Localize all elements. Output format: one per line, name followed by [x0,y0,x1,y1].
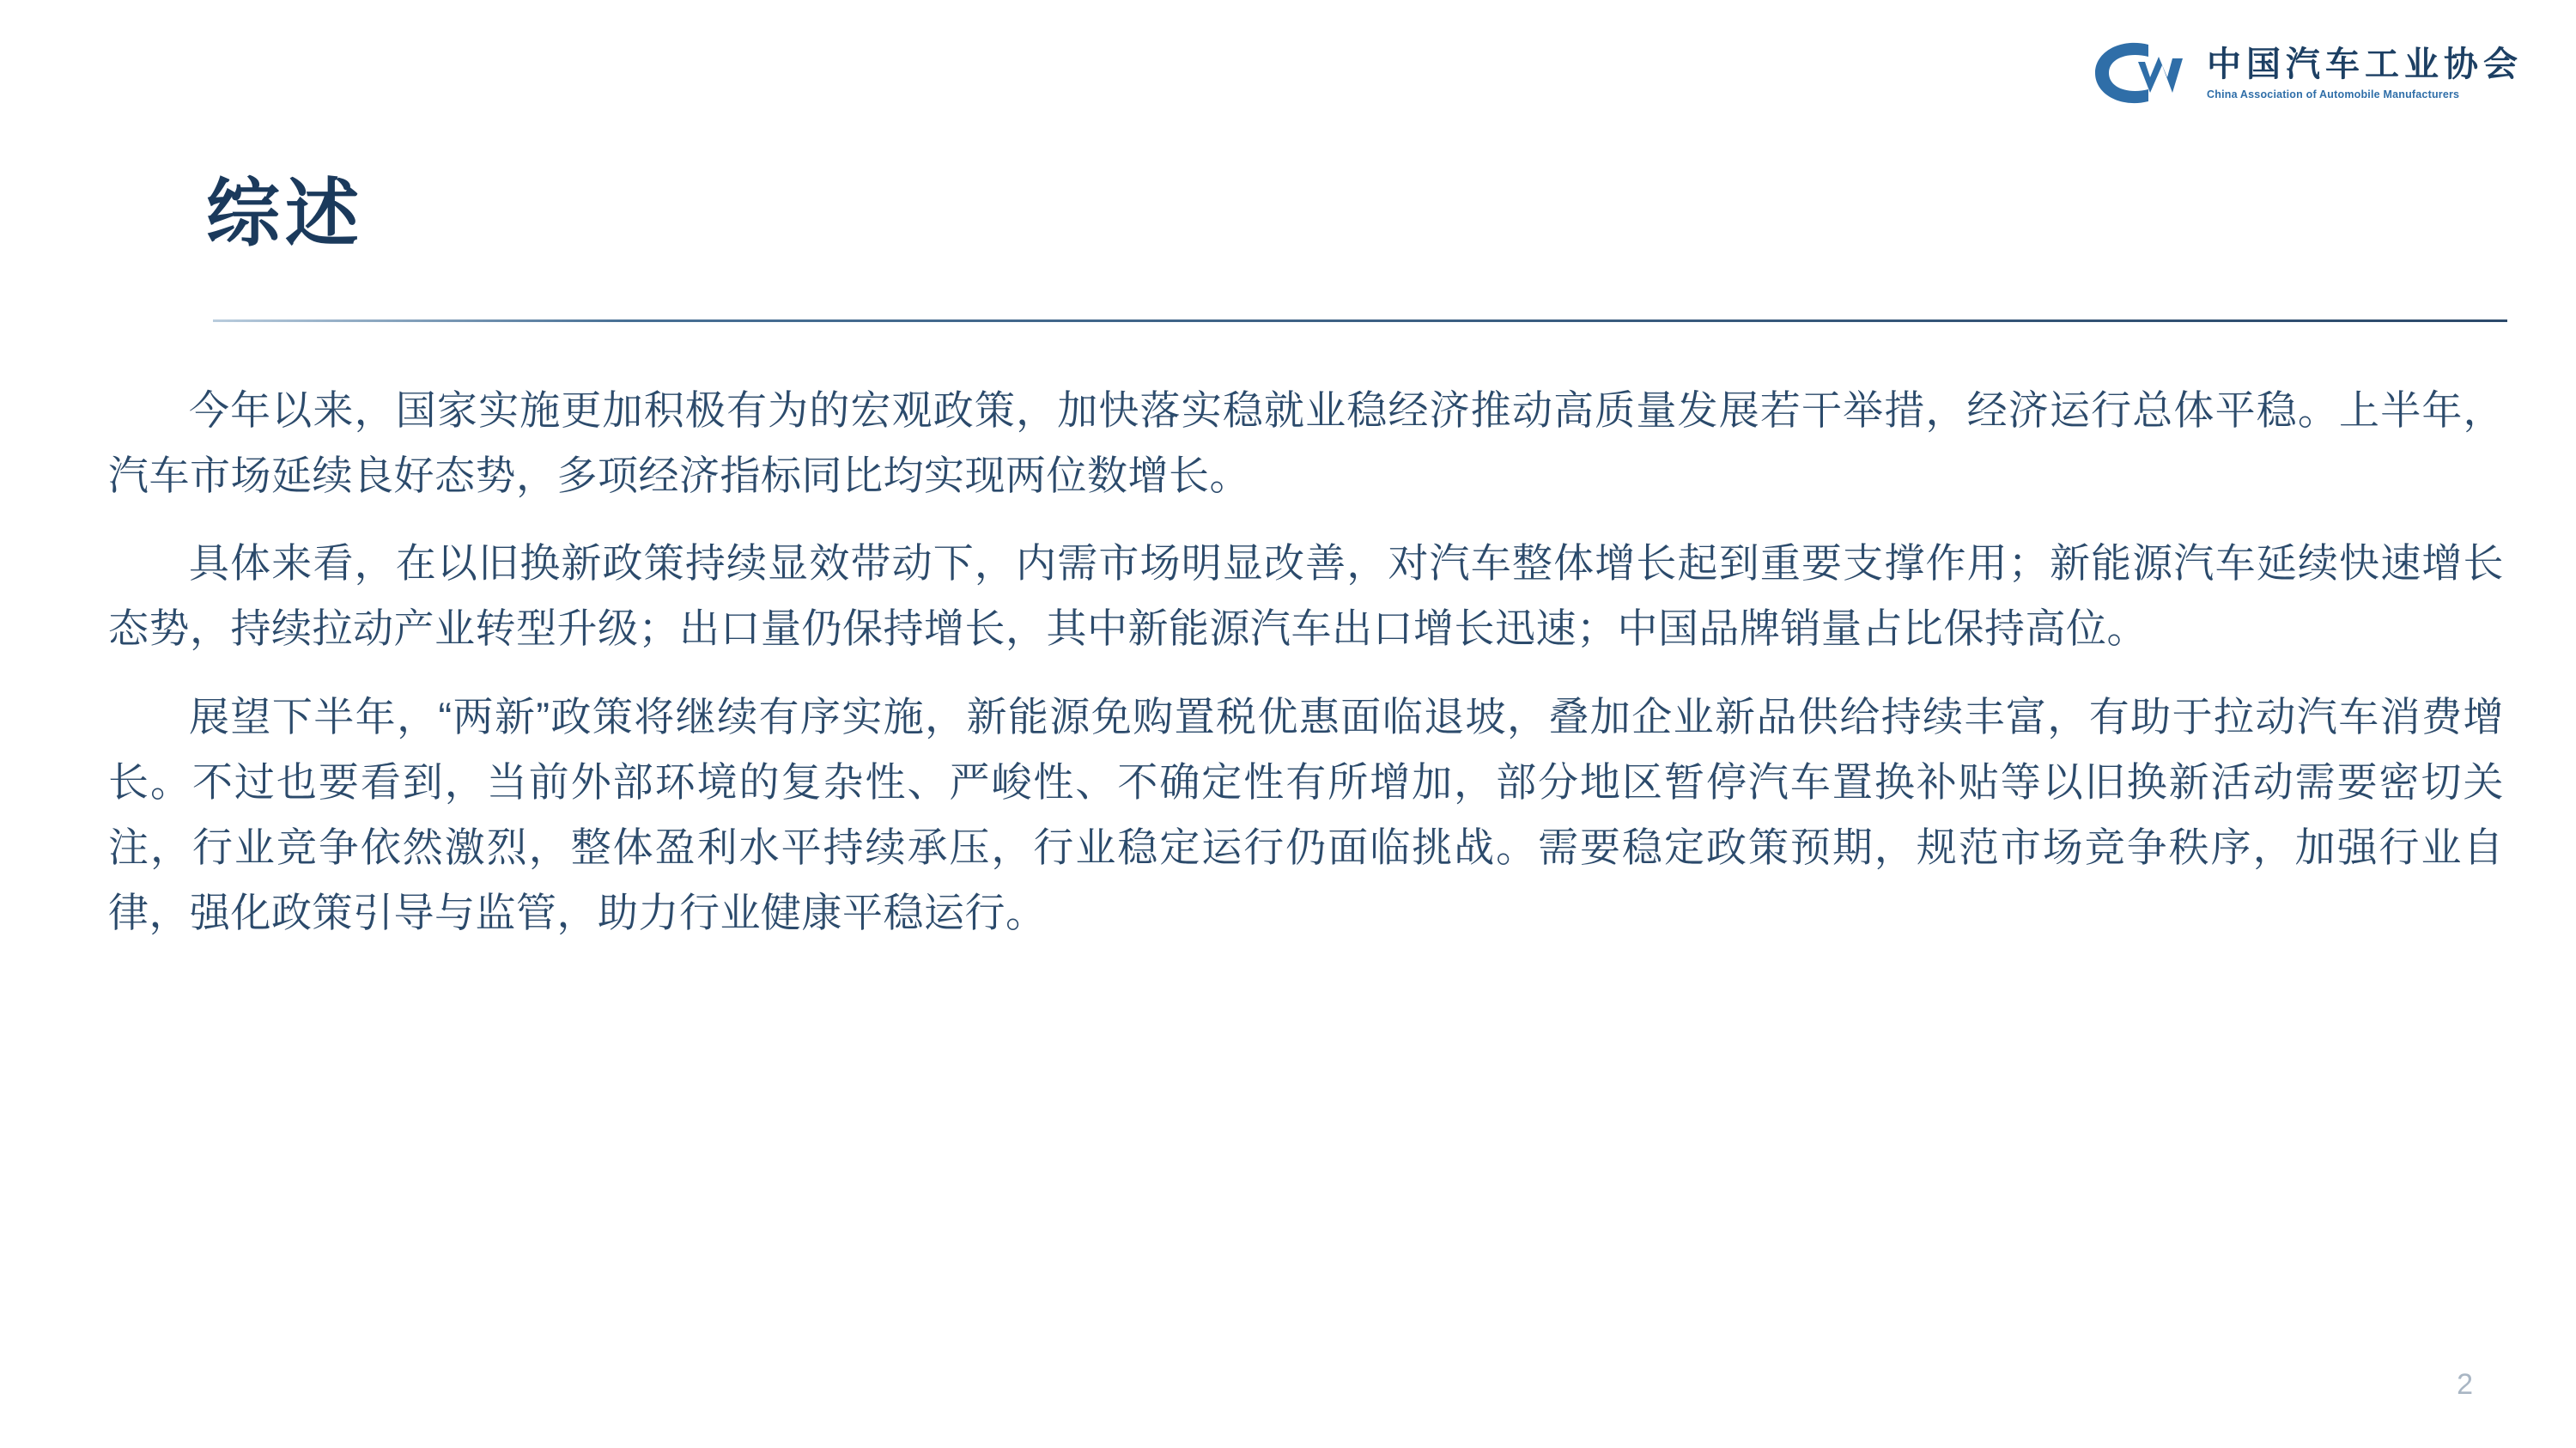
page-number: 2 [2457,1368,2473,1401]
caam-logo [2087,36,2523,110]
paragraph: 展望下半年，“两新”政策将继续有序实施，新能源免购置税优惠面临退坡，叠加企业新品供给持续丰富，有助于拉动汽车消费增长。不过也要看到，当前外部环境的复杂性、严峻性、不确定性有所增加，部分地区暂停汽车置换补贴等以旧换新活动需要密切关注，行业竞争依然激烈，整体盈利水平持续承压，行业稳定运行仍面临挑战。需要稳定政策预期，规范市场竞争秩序，加强行业自律，强化政策引导与监管，助力行业健康平稳运行。 [108,693,2504,935]
paragraph: 具体来看，在以旧换新政策持续显效带动下，内需市场明显改善，对汽车整体增长起到重要支撑作用；新能源汽车延续快速增长态势，持续拉动产业转型升级；出口量仍保持增长，其中新能源汽车出口增长迅速；中国品牌销量占比保持高位。 [108,540,2504,652]
page-title: 综述 [206,172,364,255]
paragraph: 今年以来，国家实施更加积极有为的宏观政策，加快落实稳就业稳经济推动高质量发展若干举措，经济运行总体平稳。上半年，汽车市场延续良好态势，多项经济指标同比均实现两位数增长。 [108,387,2504,499]
slide-body [108,378,2504,968]
logo-chinese-name: 中国汽车工业协会 [2207,46,2523,84]
logo-english-name: China Association of Automobile Manufacturers [2207,88,2460,101]
caam-logo-mark-icon [2087,36,2188,110]
title-divider [213,319,2507,322]
logo-text-block [2207,43,2523,103]
